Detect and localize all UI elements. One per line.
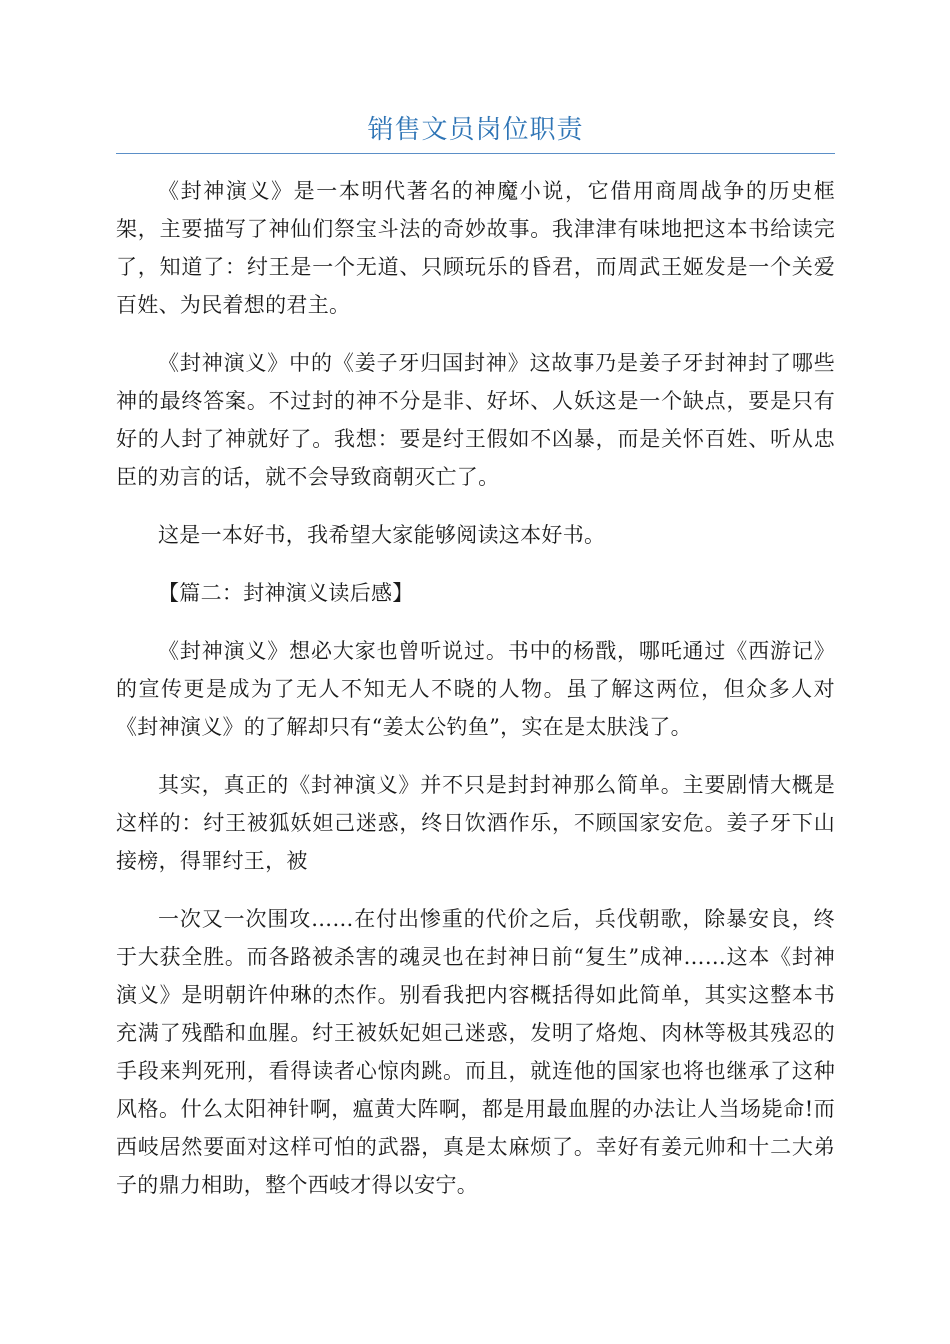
paragraph: 一次又一次围攻……在付出惨重的代价之后，兵伐朝歌，除暴安良，终于大获全胜。而各路被杀害的魂灵也在封神日前“复生”成神……这本《封神演义》是明朝许仲琳的杰作。别看我把内容概括得如此简单，其实这整本书充满了残酷和血腥。纣王被妖妃妲己迷惑，发明了烙炮、肉林等极其残忍的手段来判死刑，看得读者心惊肉跳。而且，就连他的国家也将也继承了这种风格。什么太阳神针啊，瘟黄大阵啊，都是用最血腥的办法让人当场毙命!而西岐居然要面对这样可怕的武器，真是太麻烦了。幸好有姜元帅和十二大弟子的鼎力相助，整个西岐才得以安宁。 (116, 907, 835, 1197)
paragraph: 《封神演义》想必大家也曾听说过。书中的杨戬，哪吒通过《西游记》的宣传更是成为了无人不知无人不晓的人物。虽了解这两位，但众多人对《封神演义》的了解却只有“姜太公钓鱼”，实在是太肤浅了。 (116, 639, 835, 739)
paragraph: 《封神演义》中的《姜子牙归国封神》这故事乃是姜子牙封神封了哪些神的最终答案。不过封的神不分是非、好坏、人妖这是一个缺点，要是只有好的人封了神就好了。我想：要是纣王假如不凶暴，而是关怀百姓、听从忠臣的劝言的话，就不会导致商朝灭亡了。 (116, 351, 835, 489)
document-body (116, 172, 835, 1224)
document-title: 销售文员岗位职责 (367, 115, 584, 145)
section-heading: 【篇二：封神演义读后感】 (158, 581, 414, 605)
paragraph: 这是一本好书，我希望大家能够阅读这本好书。 (158, 523, 606, 547)
paragraph: 《封神演义》是一本明代著名的神魔小说，它借用商周战争的历史框架，主要描写了神仙们祭宝斗法的奇妙故事。我津津有味地把这本书给读完了，知道了：纣王是一个无道、只顾玩乐的昏君，而周武王姬发是一个关爱百姓、为民着想的君主。 (116, 179, 835, 317)
title-underline (116, 153, 835, 154)
paragraph: 其实，真正的《封神演义》并不只是封封神那么简单。主要剧情大概是这样的：纣王被狐妖妲己迷惑，终日饮酒作乐，不顾国家安危。姜子牙下山接榜，得罪纣王，被 (116, 773, 835, 873)
